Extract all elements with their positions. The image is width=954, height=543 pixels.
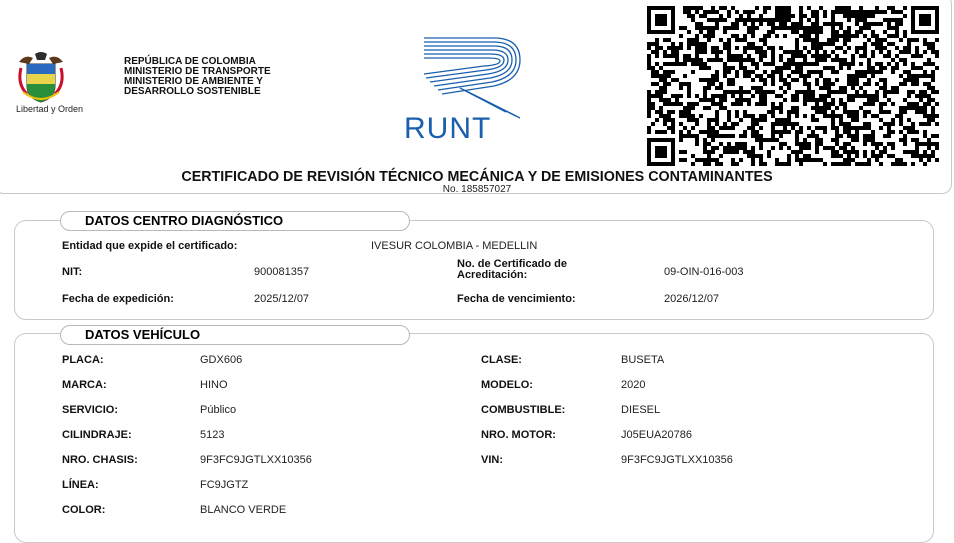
cilindraje-label: CILINDRAJE: xyxy=(62,429,132,441)
certificate-title: CERTIFICADO DE REVISIÓN TÉCNICO MECÁNICA Y DE EMISIONES CONTAMINANTES xyxy=(181,169,773,185)
servicio-value: Público xyxy=(200,404,237,416)
servicio-label: SERVICIO: xyxy=(62,404,119,416)
coat-of-arms-motto: Libertad y Orden xyxy=(16,104,84,114)
color-value: BLANCO VERDE xyxy=(200,504,287,516)
vehiculo-section-frame xyxy=(14,333,934,543)
clase-value: BUSETA xyxy=(621,354,665,366)
motor-label: NRO. MOTOR: xyxy=(481,429,556,441)
modelo-value: 2020 xyxy=(621,379,646,391)
combustible-label: COMBUSTIBLE: xyxy=(481,404,566,416)
acreditacion-label-line2: Acreditación: xyxy=(457,269,528,281)
centro-section-title: DATOS CENTRO DIAGNÓSTICO xyxy=(60,211,410,231)
motor-value: J05EUA20786 xyxy=(621,429,692,441)
combustible-value: DIESEL xyxy=(621,404,661,416)
acreditacion-label-line1: No. de Certificado de xyxy=(457,258,568,270)
gov-line-ambiente: MINISTERIO DE AMBIENTE Y xyxy=(124,76,263,87)
runt-logo-text: RUNT xyxy=(404,112,492,145)
nit-value: 900081357 xyxy=(254,266,310,278)
placa-value: GDX606 xyxy=(200,354,243,366)
cilindraje-value: 5123 xyxy=(200,429,225,441)
gov-line-republica: REPÚBLICA DE COLOMBIA xyxy=(124,56,256,67)
colombia-coat-of-arms-icon xyxy=(17,50,65,104)
vin-value: 9F3FC9JGTLXX10356 xyxy=(621,454,733,466)
entidad-value: IVESUR COLOMBIA - MEDELLIN xyxy=(371,240,538,252)
linea-value: FC9JGTZ xyxy=(200,479,249,491)
nit-label: NIT: xyxy=(62,266,83,278)
modelo-label: MODELO: xyxy=(481,379,533,391)
chasis-value: 9F3FC9JGTLXX10356 xyxy=(200,454,312,466)
marca-value: HINO xyxy=(200,379,228,391)
color-label: COLOR: xyxy=(62,504,106,516)
certificate-number: No. 185857027 xyxy=(442,184,512,195)
qr-code-icon[interactable] xyxy=(647,6,939,166)
vehiculo-section-title: DATOS VEHÍCULO xyxy=(60,325,410,345)
gov-line-desarrollo: DESARROLLO SOSTENIBLE xyxy=(124,86,261,97)
marca-label: MARCA: xyxy=(62,379,107,391)
entidad-label: Entidad que expide el certificado: xyxy=(62,240,238,252)
vin-label: VIN: xyxy=(481,454,503,466)
gov-line-transporte: MINISTERIO DE TRANSPORTE xyxy=(124,66,271,77)
fecha-vencimiento-label: Fecha de vencimiento: xyxy=(457,293,576,305)
government-block xyxy=(124,57,271,97)
fecha-expedicion-label: Fecha de expedición: xyxy=(62,293,174,305)
fecha-expedicion-value: 2025/12/07 xyxy=(254,293,310,305)
placa-label: PLACA: xyxy=(62,354,104,366)
acreditacion-label xyxy=(457,259,567,281)
chasis-label: NRO. CHASIS: xyxy=(62,454,138,466)
acreditacion-value: 09-OIN-016-003 xyxy=(664,266,744,278)
clase-label: CLASE: xyxy=(481,354,522,366)
linea-label: LÍNEA: xyxy=(62,479,99,491)
fecha-vencimiento-value: 2026/12/07 xyxy=(664,293,720,305)
